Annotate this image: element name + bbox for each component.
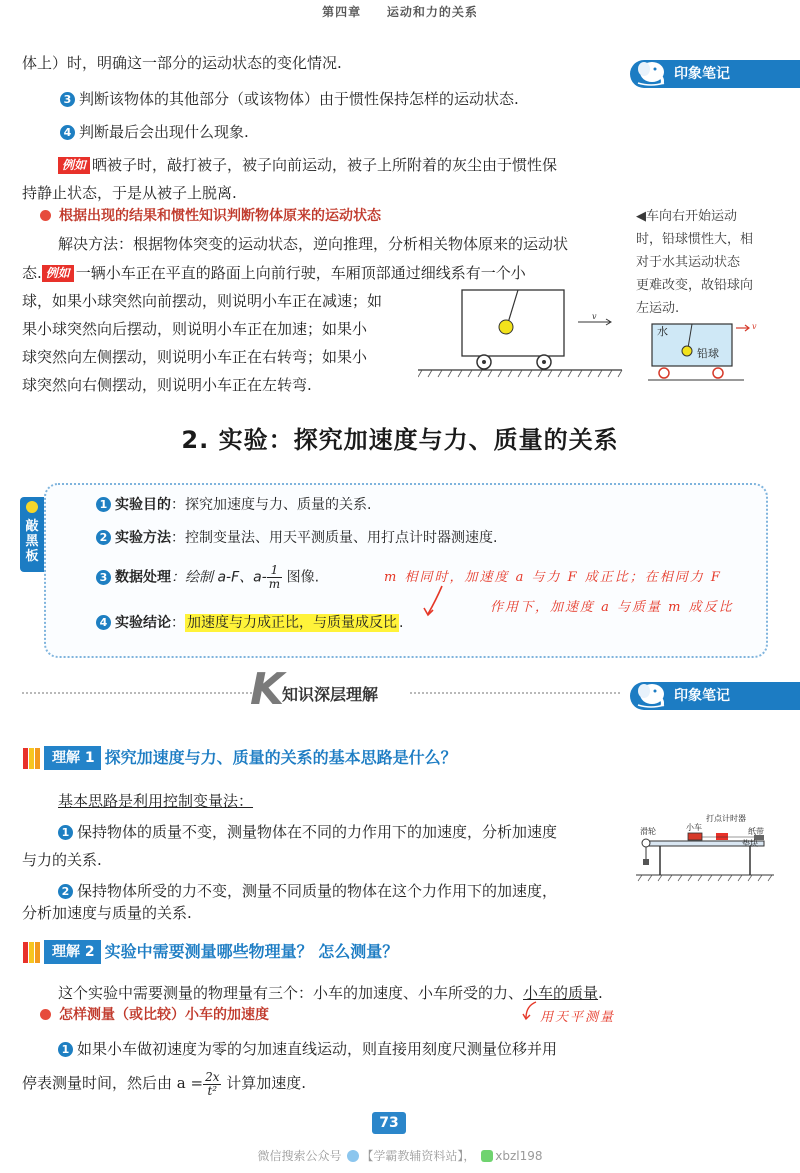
item-number: 4 [96, 615, 111, 630]
step-number: 3 [60, 92, 75, 107]
section-title: 2. 实验：探究加速度与力、质量的关系 [181, 426, 619, 454]
intro-text: . [598, 984, 603, 1002]
understand-2-p1-cont [22, 1068, 522, 1098]
item-number: 1 [58, 1042, 73, 1057]
understand-1-p2-cont: 分析加速度与质量的关系. [22, 904, 192, 922]
pulley-label: 滑轮 [640, 827, 656, 836]
elephant-icon [634, 54, 668, 88]
item-number: 3 [96, 570, 111, 585]
example-1 [58, 150, 628, 180]
item-number: 2 [58, 884, 73, 899]
footer-text: ， [463, 1149, 476, 1163]
highlighted-conclusion: 加速度与力成正比，与质量成反比 [187, 615, 397, 631]
step-3 [60, 84, 620, 114]
handwritten-note: m 相同时，加速度 a 与力 F 成正比；在相同力 F [384, 570, 722, 585]
divider [22, 692, 252, 694]
item-text: . [399, 615, 404, 631]
understand-2-header [22, 940, 398, 964]
bullet-icon [40, 1009, 51, 1020]
item-head: 实验结论 [115, 615, 171, 631]
elephant-icon [634, 676, 668, 710]
fraction [267, 564, 282, 591]
method-line: 解决方法：根据物体突变的运动状态，逆向推理，分析相关物体原来的运动状 [58, 235, 569, 253]
fraction-denominator: m [268, 577, 281, 591]
ball-label: 铅球 [697, 347, 719, 360]
example-tag: 例如 [42, 265, 74, 282]
paragraph-line: 体上）时，明确这一部分的运动状态的变化情况. [22, 54, 342, 72]
paragraph-text: 计算加速度. [221, 1074, 307, 1092]
intro-text: 基本思路是利用控制变量法： [58, 792, 254, 810]
step-4 [60, 117, 620, 147]
method-line: 球突然向左侧摆动，则说明小车正在右转弯；如果小 [22, 348, 368, 366]
fraction-denominator: t² [207, 1083, 218, 1098]
example-text: 晒被子时，敲打被子，被子向前运动，被子上所附着的灰尘由于惯性保 [92, 156, 558, 174]
understand-1-p1 [58, 817, 638, 847]
step-text: 判断该物体的其他部分（或该物体）由于惯性保持怎样的运动状态. [79, 90, 519, 108]
bullet-icon [40, 210, 51, 221]
footer-text: 微信搜索公众号 [257, 1149, 342, 1163]
understand-title: 实验中需要测量哪些物理量？ 怎么测量？ [104, 942, 399, 961]
chapter-title: 运动和力的关系 [386, 5, 478, 19]
bullet-heading [40, 203, 600, 229]
intro-text: 这个实验中需要测量的物理量有三个：小车的加速度、小车所受的力、 [58, 984, 524, 1002]
side-note-line: 时，铅球惯性大，相 [636, 232, 754, 247]
item-text: ：绘制 a-F、a- [171, 569, 267, 586]
paragraph-text: 停表测量时间，然后由 a = [22, 1074, 204, 1092]
deep-title: 知识深层理解 [282, 685, 379, 704]
footer-watermark [0, 1146, 800, 1166]
handwritten-arrow-icon [520, 1000, 540, 1022]
paragraph-text: 保持物体所受的力不变，测量不同质量的物体在这个力作用下的加速度， [77, 882, 558, 900]
water-label: 水 [657, 325, 668, 338]
pin-icon [26, 501, 38, 513]
board-tab-label: 敲黑板 [25, 519, 39, 564]
board-item-1 [96, 494, 736, 516]
k-letter-icon: K [250, 664, 285, 715]
side-note-line: ◀车向右开始运动 [636, 209, 737, 224]
step-number: 4 [60, 125, 75, 140]
item-text: ： [171, 615, 185, 631]
side-note-line: 更难改变，故铅球向 [636, 278, 754, 293]
item-head: 实验方法 [115, 530, 171, 546]
example-tag: 例如 [58, 157, 90, 174]
item-text: ：探究加速度与力、质量的关系. [171, 497, 372, 513]
divider [410, 692, 620, 694]
bullet-heading-text: 根据出现的结果和惯性知识判断物体原来的运动状态 [59, 208, 381, 224]
side-note-line: 左运动. [636, 301, 680, 316]
wechat-icon [481, 1150, 493, 1162]
item-head: 实验目的 [115, 497, 171, 513]
paragraph-text: 保持物体的质量不变，测量物体在不同的力作用下的加速度，分析加速度 [77, 823, 558, 841]
bullet-heading [40, 1002, 460, 1028]
fraction [203, 1071, 221, 1098]
understand-1-p1-cont: 与力的关系. [22, 851, 102, 869]
note-tab-label: 印象笔记 [674, 66, 730, 82]
item-number: 1 [58, 825, 73, 840]
board-item-3 [96, 564, 396, 591]
footer-id: xbzl198 [495, 1149, 543, 1163]
understand-title: 探究加速度与力、质量的关系的基本思路是什么？ [104, 748, 457, 767]
side-note [636, 205, 796, 320]
velocity-label: v [752, 322, 757, 331]
tape-label: 纸带 [748, 827, 764, 836]
item-number: 1 [96, 497, 111, 512]
note-tab-bottom[interactable] [630, 682, 800, 710]
board-item-2 [96, 527, 736, 549]
chapter-header [0, 0, 800, 24]
understand-1-intro [58, 786, 558, 816]
fraction-numerator: 1 [267, 564, 282, 578]
method-line: 果小球突然向后摆动，则说明小车正在加速；如果小 [22, 320, 368, 338]
chapter-number: 第四章 [322, 5, 362, 19]
method-line: 球突然向右侧摆动，则说明小车正在左转弯. [22, 376, 312, 394]
handwritten-note: 作用下，加速度 a 与质量 m 成反比 [490, 600, 734, 615]
page-number: 73 [372, 1112, 406, 1134]
step-text: 判断最后会出现什么现象. [79, 123, 249, 141]
globe-icon [347, 1150, 359, 1162]
item-text: ：控制变量法、用天平测质量、用打点计时器测速度. [171, 530, 498, 546]
note-tab-top[interactable] [630, 60, 800, 88]
books-icon [22, 940, 44, 964]
fraction-numerator: 2x [205, 1069, 220, 1084]
note-tab-label: 印象笔记 [674, 688, 730, 704]
handwritten-note: 用天平测量 [540, 1010, 616, 1025]
method-line-example [22, 258, 632, 288]
understand-tag: 理解 1 [44, 746, 101, 770]
handwritten-arrow-icon [418, 584, 448, 620]
books-icon [22, 746, 44, 770]
item-text: 图像. [282, 569, 320, 586]
understand-tag: 理解 2 [44, 940, 101, 964]
cart-label: 小车 [686, 823, 702, 832]
understand-1-header [22, 746, 457, 770]
understand-2-p1 [58, 1034, 638, 1064]
side-note-line: 对于水其运动状态 [636, 255, 741, 270]
velocity-label: v [592, 312, 597, 321]
item-number: 2 [96, 530, 111, 545]
method-line: 球，如果小球突然向前摆动，则说明小车正在减速；如 [22, 292, 383, 310]
board-tab [20, 497, 44, 572]
intro-underlined: 小车的质量 [523, 984, 599, 1002]
example-1-cont: 持静止状态，于是从被子上脱离. [22, 184, 237, 202]
item-head: 数据处理 [115, 569, 171, 586]
method-text: 一辆小车正在平直的路面上向前行驶，车厢顶部通过细线系有一个小 [75, 264, 526, 282]
bullet-heading-text: 怎样测量（或比较）小车的加速度 [59, 1007, 269, 1023]
cart-pendulum-figure [418, 285, 628, 380]
block-label: 垫块 [742, 839, 758, 848]
paragraph-text: 如果小车做初速度为零的匀加速直线运动，则直接用刻度尺测量位移并用 [77, 1040, 558, 1058]
method-text: 态. [22, 264, 42, 282]
timer-label: 打点计时器 [706, 814, 746, 823]
footer-brand: 【学霸教辅资料站】 [361, 1149, 464, 1163]
